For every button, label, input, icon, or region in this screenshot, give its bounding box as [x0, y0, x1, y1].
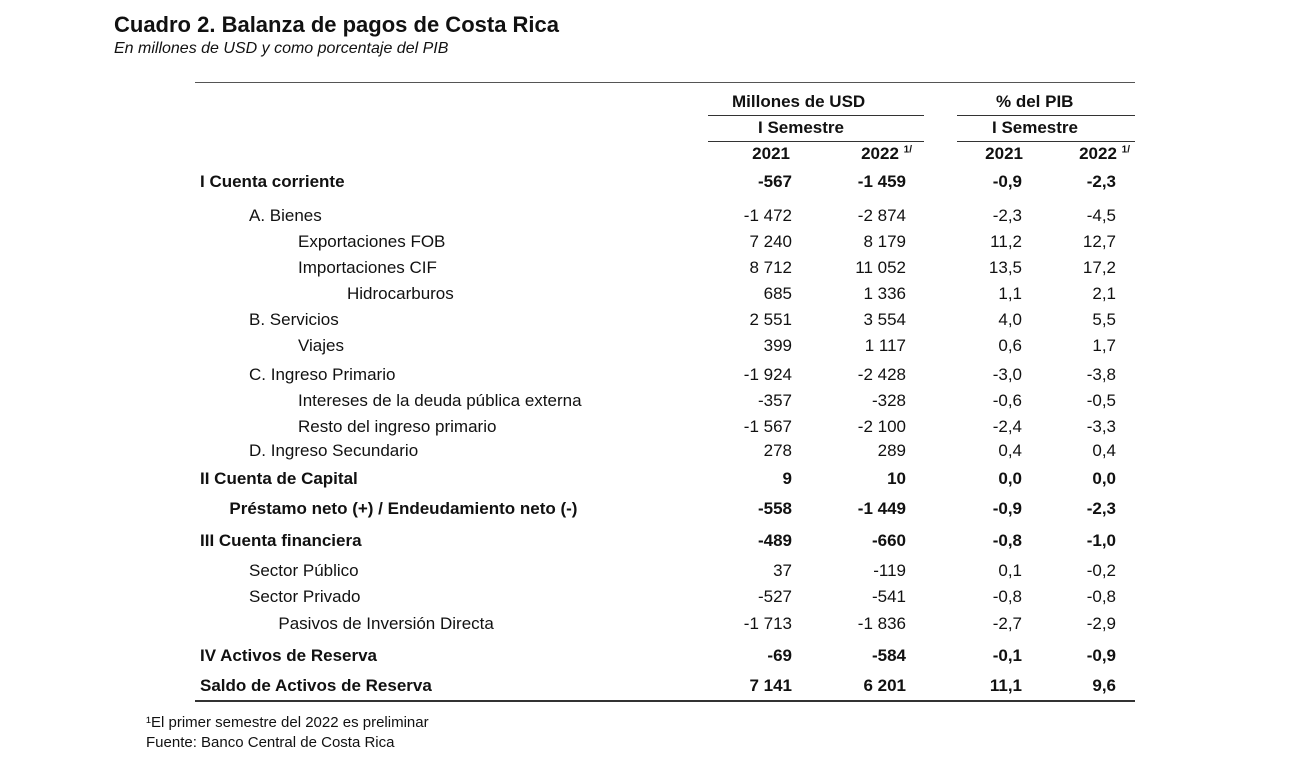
value-usd-2022: -2 874: [857, 206, 906, 225]
row-label: Exportaciones FOB: [298, 232, 446, 251]
value-pib-2022: 0,4: [1092, 441, 1116, 460]
table-row: [0, 307, 1315, 333]
value-pib-2022: -0,2: [1086, 561, 1116, 580]
header-year-2022-usd: 2022 $^{1/}$: [861, 144, 912, 163]
value-usd-2022: -1 836: [857, 614, 906, 633]
row-label: Préstamo neto (+) / Endeudamiento neto (-): [229, 499, 578, 518]
value-pib-2022: 12,7: [1082, 232, 1116, 251]
row-label: C. Ingreso Primario: [249, 365, 396, 384]
row-label: B. Servicios: [249, 310, 339, 329]
value-usd-2021: 278: [763, 441, 792, 460]
table-subtitle: En millones de USD y como porcentaje del PIB: [114, 40, 449, 57]
header-year-2021-usd: 2021: [752, 144, 790, 163]
row-label: III Cuenta financiera: [200, 531, 362, 550]
value-usd-2021: -489: [757, 531, 792, 550]
value-pib-2021: -0,9: [992, 499, 1022, 518]
value-usd-2021: -69: [767, 646, 792, 665]
value-usd-2021: 399: [763, 336, 792, 355]
value-pib-2021: 11,2: [990, 232, 1022, 251]
value-pib-2022: -0,5: [1086, 391, 1116, 410]
value-usd-2022: 3 554: [863, 310, 906, 329]
value-usd-2022: -660: [871, 531, 906, 550]
table-row: [0, 255, 1315, 281]
value-usd-2022: -541: [871, 587, 906, 606]
table-row: [0, 414, 1315, 440]
table-row: [0, 496, 1315, 522]
table-row: [0, 229, 1315, 255]
row-label: Pasivos de Inversión Directa: [278, 614, 494, 633]
source-note: Fuente: Banco Central de Costa Rica: [146, 734, 395, 751]
value-pib-2021: -0,8: [992, 587, 1022, 606]
value-pib-2021: 4,0: [998, 310, 1022, 329]
row-label: Sector Privado: [249, 587, 361, 606]
value-pib-2022: 0,0: [1092, 469, 1116, 488]
value-usd-2022: 11 052: [855, 258, 906, 277]
value-pib-2022: 5,5: [1092, 310, 1116, 329]
value-usd-2021: 2 551: [749, 310, 792, 329]
value-pib-2022: -2,9: [1086, 614, 1116, 633]
value-pib-2022: 9,6: [1092, 676, 1116, 695]
value-usd-2021: -1 472: [743, 206, 792, 225]
row-label: Importaciones CIF: [298, 258, 437, 277]
value-usd-2021: -567: [757, 172, 792, 191]
row-label: I Cuenta corriente: [200, 172, 345, 191]
value-usd-2022: 10: [887, 469, 906, 488]
table-row: [0, 169, 1315, 195]
value-usd-2021: 37: [773, 561, 792, 580]
row-label: Sector Público: [249, 561, 359, 580]
table-row: [0, 611, 1315, 637]
table-row: [0, 333, 1315, 359]
row-label: Hidrocarburos: [347, 284, 454, 303]
header-group-pib: % del PIB: [996, 92, 1074, 111]
value-pib-2022: 17,2: [1082, 258, 1116, 277]
value-pib-2021: 0,1: [998, 561, 1022, 580]
value-pib-2021: 13,5: [988, 258, 1022, 277]
value-pib-2021: -0,6: [992, 391, 1022, 410]
value-usd-2022: 1 117: [864, 336, 906, 355]
table-row: [0, 584, 1315, 610]
row-label: Viajes: [298, 336, 344, 355]
header-pib-rule: [957, 115, 1135, 116]
value-usd-2021: -1 567: [743, 417, 792, 436]
header-group-usd: Millones de USD: [732, 92, 866, 111]
value-pib-2022: -3,8: [1086, 365, 1116, 384]
table-row: [0, 643, 1315, 669]
value-usd-2021: 9: [782, 469, 792, 488]
value-pib-2022: 1,7: [1092, 336, 1116, 355]
table-title: Cuadro 2. Balanza de pagos de Costa Rica: [114, 12, 560, 37]
table-row: [0, 362, 1315, 388]
value-usd-2022: -1 459: [857, 172, 906, 191]
value-usd-2021: -527: [757, 587, 792, 606]
top-rule: [195, 82, 1135, 83]
row-label: D. Ingreso Secundario: [249, 441, 419, 460]
value-pib-2021: -0,8: [992, 531, 1022, 550]
header-semester-usd-rule: [708, 141, 924, 142]
value-usd-2022: -119: [873, 561, 906, 580]
value-usd-2021: 8 712: [749, 258, 792, 277]
value-usd-2022: 289: [877, 441, 906, 460]
value-usd-2022: -1 449: [857, 499, 906, 518]
value-usd-2022: -584: [871, 646, 906, 665]
value-usd-2022: -2 100: [857, 417, 906, 436]
table-row: [0, 673, 1315, 699]
header-semester-pib: I Semestre: [992, 118, 1078, 137]
row-label: Saldo de Activos de Reserva: [200, 676, 432, 695]
value-pib-2022: -2,3: [1086, 499, 1116, 518]
header-usd-rule: [708, 115, 924, 116]
row-label: A. Bienes: [249, 206, 322, 225]
header-semester-usd: I Semestre: [758, 118, 844, 137]
table-row: [0, 388, 1315, 414]
value-usd-2022: 6 201: [863, 676, 906, 695]
table-row: [0, 281, 1315, 307]
value-pib-2021: 0,6: [998, 336, 1022, 355]
value-usd-2022: -2 428: [857, 365, 906, 384]
row-label: IV Activos de Reserva: [200, 646, 378, 665]
bottom-rule: [195, 700, 1135, 702]
value-pib-2021: -2,4: [992, 417, 1022, 436]
value-pib-2022: -2,3: [1086, 172, 1116, 191]
value-usd-2021: 7 240: [749, 232, 792, 251]
value-pib-2021: 1,1: [998, 284, 1022, 303]
value-pib-2022: -0,9: [1086, 646, 1116, 665]
table-row: [0, 528, 1315, 554]
value-pib-2022: -1,0: [1086, 531, 1116, 550]
value-pib-2021: 11,1: [989, 676, 1022, 695]
value-pib-2021: 0,4: [998, 441, 1022, 460]
value-pib-2021: -0,9: [992, 172, 1022, 191]
row-label: Resto del ingreso primario: [298, 417, 497, 436]
value-usd-2022: 8 179: [863, 232, 906, 251]
footnote-marker: 1/: [1121, 144, 1130, 156]
footnote-marker: 1/: [903, 144, 912, 156]
table-row: [0, 466, 1315, 492]
value-pib-2021: -2,7: [992, 614, 1022, 633]
value-pib-2022: 2,1: [1092, 284, 1116, 303]
value-usd-2021: -1 924: [743, 365, 792, 384]
header-semester-pib-rule: [957, 141, 1135, 142]
row-label: Intereses de la deuda pública externa: [298, 391, 582, 410]
value-usd-2021: -357: [757, 391, 792, 410]
value-usd-2021: 685: [763, 284, 792, 303]
value-pib-2021: -0,1: [992, 646, 1022, 665]
value-usd-2022: -328: [871, 391, 906, 410]
header-year-2022-pib: 2022 $^{1/}$: [1079, 144, 1130, 163]
table-row: [0, 438, 1315, 464]
value-usd-2021: 7 141: [749, 676, 792, 695]
value-pib-2021: -2,3: [992, 206, 1022, 225]
table-row: [0, 558, 1315, 584]
value-pib-2021: -3,0: [992, 365, 1022, 384]
value-pib-2022: -0,8: [1086, 587, 1116, 606]
value-usd-2021: -558: [757, 499, 792, 518]
value-pib-2021: 0,0: [998, 469, 1022, 488]
value-usd-2021: -1 713: [743, 614, 792, 633]
row-label: II Cuenta de Capital: [200, 469, 358, 488]
value-pib-2022: -4,5: [1086, 206, 1116, 225]
footnote: ¹El primer semestre del 2022 es preliminar: [146, 714, 429, 731]
value-pib-2022: -3,3: [1086, 417, 1116, 436]
header-year-2021-pib: 2021: [985, 144, 1023, 163]
value-usd-2022: 1 336: [863, 284, 906, 303]
table-row: [0, 203, 1315, 229]
